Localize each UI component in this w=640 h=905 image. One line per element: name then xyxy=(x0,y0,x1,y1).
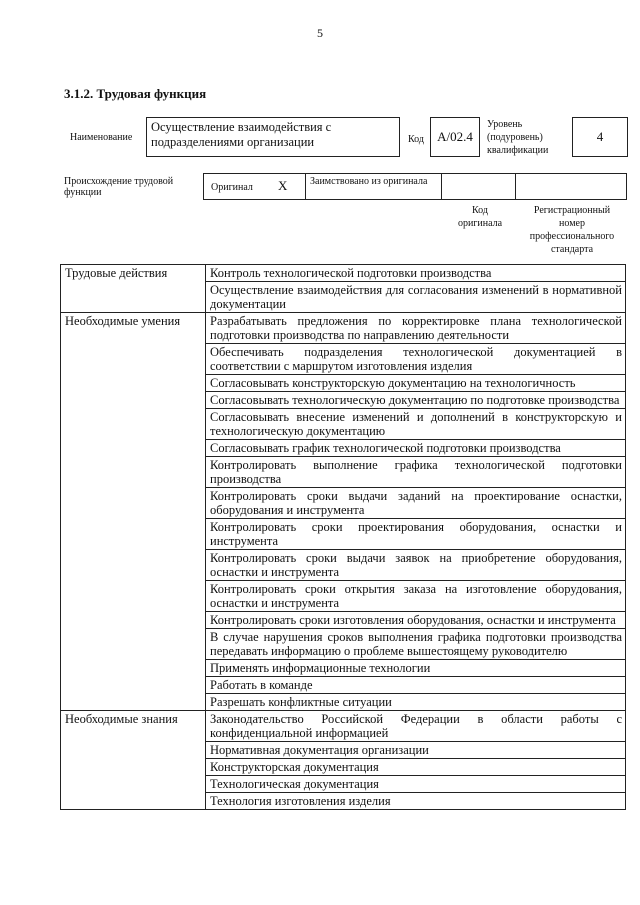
item-cell: Обеспечивать подразделения технологической документацией в соответствии с маршрутом изготовления изделия xyxy=(206,344,626,375)
original-mark: X xyxy=(278,178,288,193)
item-cell: Нормативная документация организации xyxy=(206,742,626,759)
item-cell: В случае нарушения сроков выполнения графика подготовки производства передавать информацию о проблеме вышестоящему руководителю xyxy=(206,629,626,660)
item-cell: Разрешать конфликтные ситуации xyxy=(206,694,626,711)
item-cell: Контролировать выполнение графика технологической подготовки производства xyxy=(206,457,626,488)
origin-reg-caption: Регистрационный номер профессионального стандарта xyxy=(529,205,615,255)
item-cell: Согласовывать внесение изменений и дополнений в конструкторскую и технологическую документацию xyxy=(206,409,626,440)
code-label: Код xyxy=(408,134,424,145)
item-cell: Осуществление взаимодействия для согласования изменений в нормативной документации xyxy=(206,282,626,313)
origin-label: Происхождение трудовой функции xyxy=(64,176,174,198)
category-cell: Необходимые умения xyxy=(61,313,206,711)
origin-code-caption: Код оригинала xyxy=(457,205,503,229)
item-cell: Контролировать сроки открытия заказа на изготовление оборудования, оснастки и инструмента xyxy=(206,581,626,612)
category-cell: Трудовые действия xyxy=(61,265,206,313)
origin-reg-cell xyxy=(515,173,627,200)
page-number: 5 xyxy=(317,26,323,40)
item-cell: Контролировать сроки выдачи заданий на проектирование оснастки, оборудования и инструмента xyxy=(206,488,626,519)
item-cell: Согласовывать конструкторскую документацию на технологичность xyxy=(206,375,626,392)
level-label: Уровень (подуровень) квалификации xyxy=(487,119,549,156)
item-cell: Согласовывать технологическую документацию по подготовке производства xyxy=(206,392,626,409)
original-label: Оригинал xyxy=(211,182,253,193)
table-row xyxy=(61,265,626,282)
item-cell: Согласовывать график технологической подготовки производства xyxy=(206,440,626,457)
function-name-box xyxy=(146,117,400,157)
item-cell: Контролировать сроки выдачи заявок на приобретение оборудования, оснастки и инструмента xyxy=(206,550,626,581)
function-name: Осуществление взаимодействия с подразделениями организации xyxy=(151,120,332,149)
borrowed-cell xyxy=(305,173,442,200)
name-label: Наименование xyxy=(70,132,133,143)
code-value: А/02.4 xyxy=(430,117,480,157)
category-cell: Необходимые знания xyxy=(61,711,206,810)
item-cell: Контролировать сроки изготовления оборудования, оснастки и инструмента xyxy=(206,612,626,629)
item-cell: Контролировать сроки проектирования оборудования, оснастки и инструмента xyxy=(206,519,626,550)
original-cell xyxy=(203,173,306,200)
table-row xyxy=(61,313,626,344)
item-cell: Разрабатывать предложения по корректировке плана технологической подготовки производства по направлению деятельности xyxy=(206,313,626,344)
item-cell: Конструкторская документация xyxy=(206,759,626,776)
item-cell: Работать в команде xyxy=(206,677,626,694)
level-value: 4 xyxy=(572,117,628,157)
origin-code-cell xyxy=(441,173,516,200)
table-row xyxy=(61,711,626,742)
item-cell: Технологическая документация xyxy=(206,776,626,793)
competency-table xyxy=(60,264,626,810)
item-cell: Технология изготовления изделия xyxy=(206,793,626,810)
section-title: 3.1.2. Трудовая функция xyxy=(64,86,207,101)
borrowed-label: Заимствовано из оригинала xyxy=(310,176,428,187)
item-cell: Контроль технологической подготовки производства xyxy=(206,265,626,282)
item-cell: Законодательство Российской Федерации в области работы с конфиденциальной информацией xyxy=(206,711,626,742)
item-cell: Применять информационные технологии xyxy=(206,660,626,677)
